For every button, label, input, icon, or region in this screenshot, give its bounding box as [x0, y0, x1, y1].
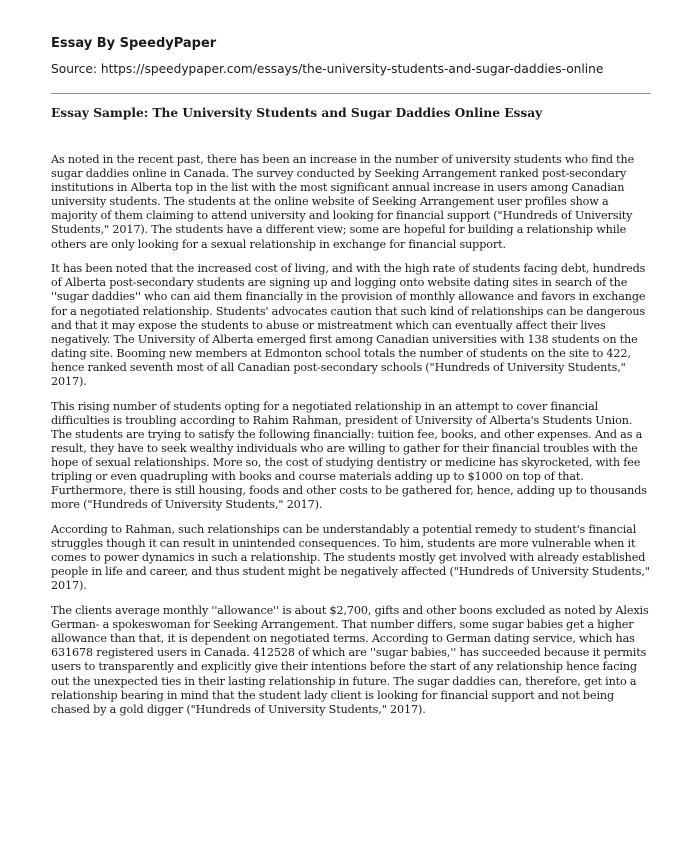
header-divider [51, 93, 651, 94]
essay-body [51, 153, 651, 717]
source-line: Source: https://speedypaper.com/essays/the-university-students-and-sugar-daddies-online [51, 62, 604, 76]
paragraph-3: This rising number of students opting for a negotiated relationship in an attempt to cover financial difficulties is troubling according to Rahim Rahman, president of University of Alberta's Students Union. The students are trying to satisfy the following financially: tuition fee, books, and other expenses. And as a result, they have to seek wealthy individuals who are willing to gather for their financial troubles with the hope of sexual relationships. More so, the cost of studying dentistry or medicine has skyrocketed, with fee tripling or even quadrupling with books and course materials adding up to $1000 on top of that. Furthermore, there is still housing, foods and other costs to be gathered for, hence, adding up to thousands more ("Hundreds of University Students," 2017). [51, 399, 647, 512]
document-page [51, 36, 651, 727]
paragraph-1: As noted in the recent past, there has been an increase in the number of university students who find the sugar daddies online in Canada. The survey conducted by Seeking Arrangement ranked post-secondary institutions in Alberta top in the list with the most significant annual increase in users among Canadian university students. The students at the online website of Seeking Arrangement user profiles show a majority of them claiming to attend university and looking for financial support ("Hundreds of University Students," 2017). The students have a different view; some are hopeful for building a relationship while others are only looking for a sexual relationship in exchange for financial support. [51, 153, 635, 251]
brand-title: Essay By SpeedyPaper [51, 36, 217, 51]
paragraph-4: According to Rahman, such relationships can be understandably a potential remedy to student's financial struggles though it can result in unintended consequences. To him, students are more vulnerable when it comes to power dynamics in such a relationship. The students mostly get involved with already established people in life and career, and thus student might be negatively affected ("Hundreds of University Students," 2017). [51, 523, 650, 593]
paragraph-2: It has been noted that the increased cost of living, and with the high rate of students facing debt, hundreds of Alberta post-secondary students are signing up and logging onto website dating sites in search of the ''sugar daddies'' who can aid them financially in the provision of monthly allowance and favors in exchange for a negotiated relationship. Students' advocates caution that such kind of relationships can be dangerous and that it may expose the students to abuse or mistreatment which can eventually affect their lives negatively. The University of Alberta emerged first among Canadian universities with 138 students on the dating site. Booming new members at Edmonton school totals the number of students on the site to 422, hence ranked seventh most of all Canadian post-secondary schools ("Hundreds of University Students," 2017). [51, 262, 646, 388]
essay-title: Essay Sample: The University Students and Sugar Daddies Online Essay [51, 106, 543, 120]
paragraph-5: The clients average monthly ''allowance'' is about $2,700, gifts and other boons excluded as noted by Alexis German- a spokeswoman for Seeking Arrangement. That number differs, some sugar babies get a higher allowance than that, it is dependent on negotiated terms. According to German dating service, which has 631678 registered users in Canada. 412528 of which are ''sugar babies,'' has succeeded because it permits users to transparently and explicitly give their intentions before the start of any relationship hence facing out the unexpected ties in their lasting relationship in future. The sugar daddies can, therefore, get into a relationship bearing in mind that the student lady client is looking for financial support and not being chased by a gold digger ("Hundreds of University Students," 2017). [51, 604, 649, 716]
